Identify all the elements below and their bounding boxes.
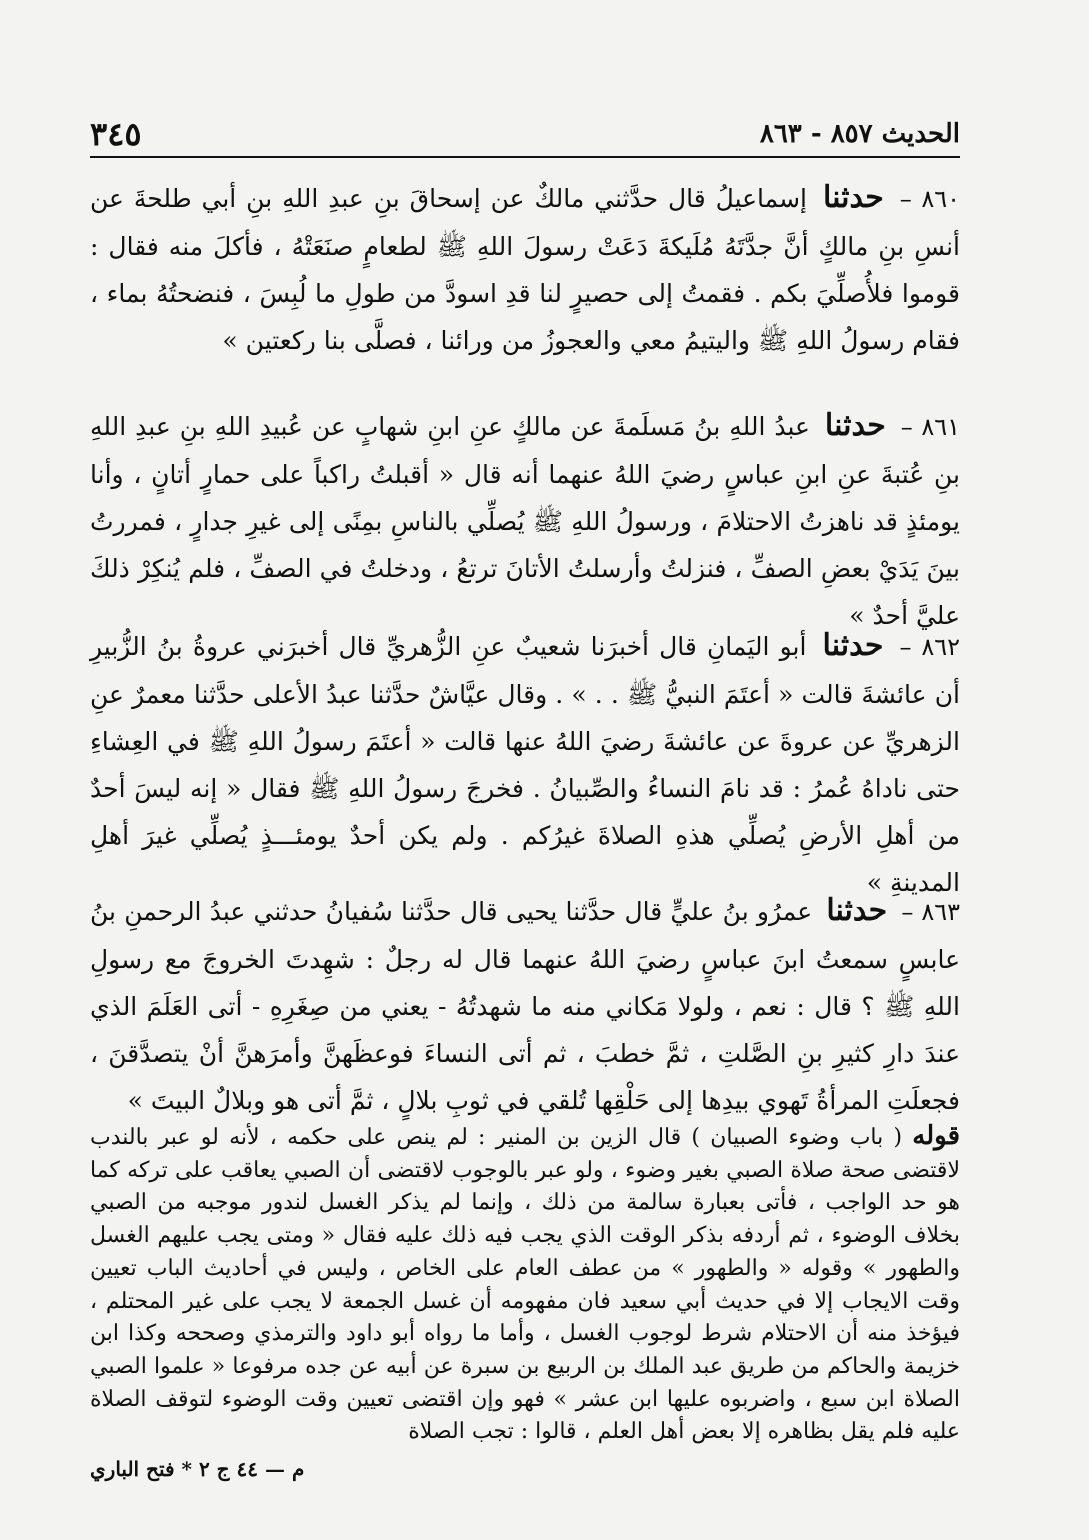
hadith-862 [90, 622, 960, 906]
hadith-number: ٨٦١ – [900, 413, 960, 441]
hadith-860 [90, 174, 960, 364]
hadith-text: إسماعيلُ قال حدَّثني مالكٌ عن إسحاقَ بنِ عبدِ اللهِ بنِ أبي طلحةَ عن أنسِ بنِ مالكٍ أنَّ جدَّتَهُ مُلَيكةَ دَعَتْ رسولَ اللهِ ﷺ لطعامٍ صنَعَتْهُ ، فأكلَ منه فقال : قوموا فلأُصلِّيَ بكم . فقمتُ إلى حصيرٍ لنا قدِ اسودَّ من طولِ ما لُبِسَ ، فنضحتُهُ بماء ، فقام رسولُ اللهِ ﷺ واليتيمُ معي والعجوزُ من ورائنا ، فصلَّى بنا ركعتين » [90, 184, 960, 355]
hadith-861 [90, 402, 960, 639]
haddathana-heading: حدثنا [822, 180, 884, 215]
page-header [90, 112, 960, 158]
commentary-text: ( باب وضوء الصبيان ) قال الزين بن المنير : لم ينص على حكمه ، لأنه لو عبر بالندب لاقتضى صحة صلاة الصبي بغير وضوء ، ولو عبر بالوجوب لاقتضى أن الصبي يعاقب على تركه كما هو حد الواجب ، فأتى بعبارة سالمة من ذلك ، وإنما لم يذكر الغسل لندور موجبه من الصبي بخلاف الوضوء ، ثم أردفه بذكر الوقت الذي يجب فيه ذلك عليه فقال « ومتى يجب عليهم الغسل والطهور » وقوله « والطهور » من عطف العام على الخاص ، وليس في أحاديث الباب تعيين وقت الايجاب إلا في حديث أبي سعيد فان مفهومه أن غسل الجمعة لا يجب على غير المحتلم ، فيؤخذ منه أن الاحتلام شرط لوجوب الغسل ، وأما ما رواه أبو داود والترمذي وصححه وكذا ابن خزيمة والحاكم من طريق عبد الملك بن الربيع بن سبرة عن أبيه عن جده مرفوعا « علموا الصبي الصلاة ابن سبع ، واضربوه عليها ابن عشر » فهو وإن اقتضى تعيين وقت الوضوء لتوقف الصلاة عليه فلم يقل بظاهره إلا بعض أهل العلم ، قالوا : تجب الصلاة [90, 1125, 960, 1445]
haddathana-heading: حدثنا [824, 408, 886, 443]
haddathana-heading: حدثنا [826, 893, 888, 928]
hadith-863 [90, 887, 960, 1124]
hadith-number: ٨٦٣ – [901, 898, 960, 926]
page-number: ٣٤٥ [90, 115, 142, 153]
hadith-number: ٨٦٠ – [899, 185, 960, 213]
footer-signature: م — ٤٤ ج ٢ * فتح الباري [90, 1457, 305, 1481]
hadith-number: ٨٦٢ – [899, 633, 960, 661]
hadith-text: عبدُ اللهِ بنُ مَسلَمةَ عن مالكٍ عنِ ابنِ شهابٍ عن عُبيدِ اللهِ بنِ عبدِ اللهِ بنِ عُتبةَ عنِ ابنِ عباسٍ رضيَ اللهُ عنهما أنه قال « أقبلتُ راكباً على حمارٍ أتانٍ ، وأنا يومئذٍ قد ناهزتُ الاحتلامَ ، ورسولُ اللهِ ﷺ يُصلِّي بالناسِ بمِنًى إلى غيرِ جدارٍ ، فمررتُ بينَ يَدَيْ بعضِ الصفِّ ، فنزلتُ وأرسلتُ الأتانَ ترتعُ ، ودخلتُ في الصفِّ ، فلم يُنكِرْ ذلكَ عليَّ أحدٌ » [90, 412, 960, 630]
commentary-lead: قوله [912, 1121, 961, 1151]
hadith-text: عمرُو بنُ عليٍّ قال حدَّثنا يحيى قال حدَّثنا سُفيانُ حدثني عبدُ الرحمنِ بنُ عابسٍ سمعتُ ابنَ عباسٍ رضيَ اللهُ عنهما قال له رجلٌ : شهِدتَ الخروجَ مع رسولِ اللهِ ﷺ ؟ قال : نعم ، ولولا مَكاني منه ما شهدتُهُ - يعني من صِغَرِهِ - أتى العَلَمَ الذي عندَ دارِ كثيرِ بنِ الصَّلتِ ، ثمَّ خطبَ ، ثم أتى النساءَ فوعظَهنَّ وأمرَهنَّ أنْ يتصدَّقنَ ، فجعلَتِ المرأةُ تَهوي بيدِها إلى حَلْقِها تُلقي في ثوبِ بلالٍ ، ثمَّ أتى هو وبلالٌ البيتَ » [90, 897, 961, 1115]
hadith-range: الحديث ٨٥٧ - ٨٦٣ [759, 119, 960, 149]
haddathana-heading: حدثنا [822, 628, 884, 663]
commentary [90, 1120, 960, 1449]
book-page [90, 112, 960, 1512]
hadith-text: أبو اليَمانِ قال أخبرَنا شعيبٌ عنِ الزُّهريِّ قال أخبرَني عروةُ بنُ الزُّبيرِ أن عائشةَ قالت « أعتَمَ النبيُّ ﷺ . . » . وقال عيَّاشٌ حدَّثنا عبدُ الأعلى حدَّثنا معمرٌ عنِ الزهريِّ عن عروةَ عن عائشةَ رضيَ اللهُ عنها قالت « أعتَمَ رسولُ اللهِ ﷺ في العِشاءِ حتى ناداهُ عُمرُ : قد نامَ النساءُ والصِّبيانُ . فخرجَ رسولُ اللهِ ﷺ فقال « إنه ليسَ أحدٌ من أهلِ الأرضِ يُصلِّي هذهِ الصلاةَ غيرُكم . ولم يكن أحدٌ يومئـــذٍ يُصلِّي غيرَ أهلِ المدينةِ » [90, 632, 960, 897]
page-footer [90, 1457, 960, 1481]
